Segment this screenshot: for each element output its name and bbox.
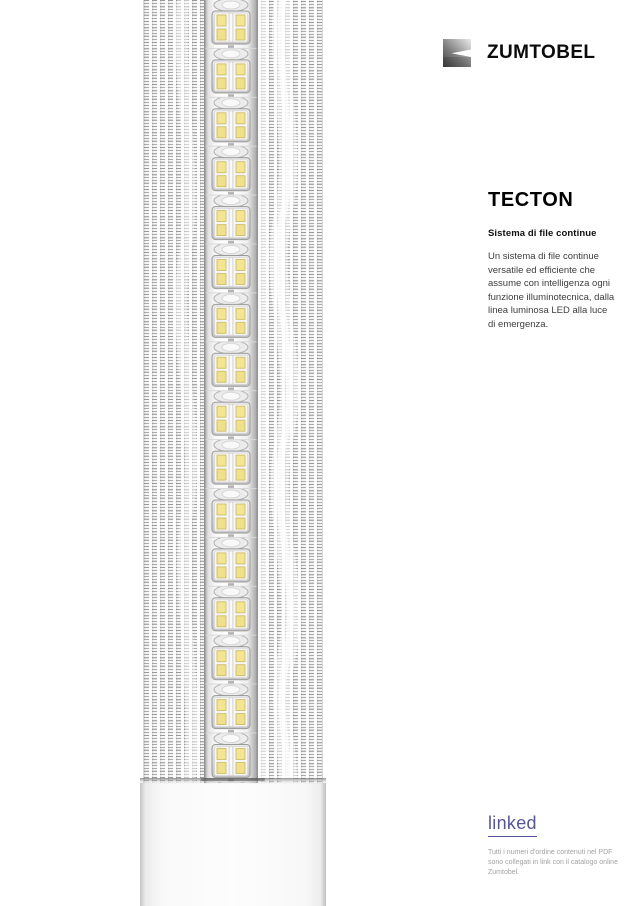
prism-panel-right (258, 0, 322, 783)
product-description: Un sistema di file continue versatile ed efficiente che assume con intelligenza ogni funzione illuminotecnica, dalla linea luminosa LED alla luce di emergenza. (488, 251, 615, 330)
led-strip-graphic (204, 0, 258, 783)
linked-link[interactable]: linked (488, 813, 537, 837)
led-board-strip (204, 0, 258, 783)
product-subtitle: Sistema di file continue (488, 228, 597, 239)
prism-panel-left (144, 0, 204, 783)
article-copy (488, 189, 615, 331)
product-image (140, 0, 326, 906)
page-footer (488, 813, 624, 878)
product-title: TECTON (488, 189, 574, 211)
brand-header (443, 39, 595, 67)
luminaire-end-section (140, 783, 326, 906)
zumtobel-logo-icon (443, 39, 471, 67)
brand-logotype: ZUMTOBEL (487, 42, 596, 63)
luminaire-end-rim (140, 778, 326, 784)
luminaire-optic (143, 0, 323, 783)
linked-note: Tutti i numeri d'ordine contenuti nel PDF sono collegati in link con il catalogo online Zumtobel. (488, 849, 618, 876)
